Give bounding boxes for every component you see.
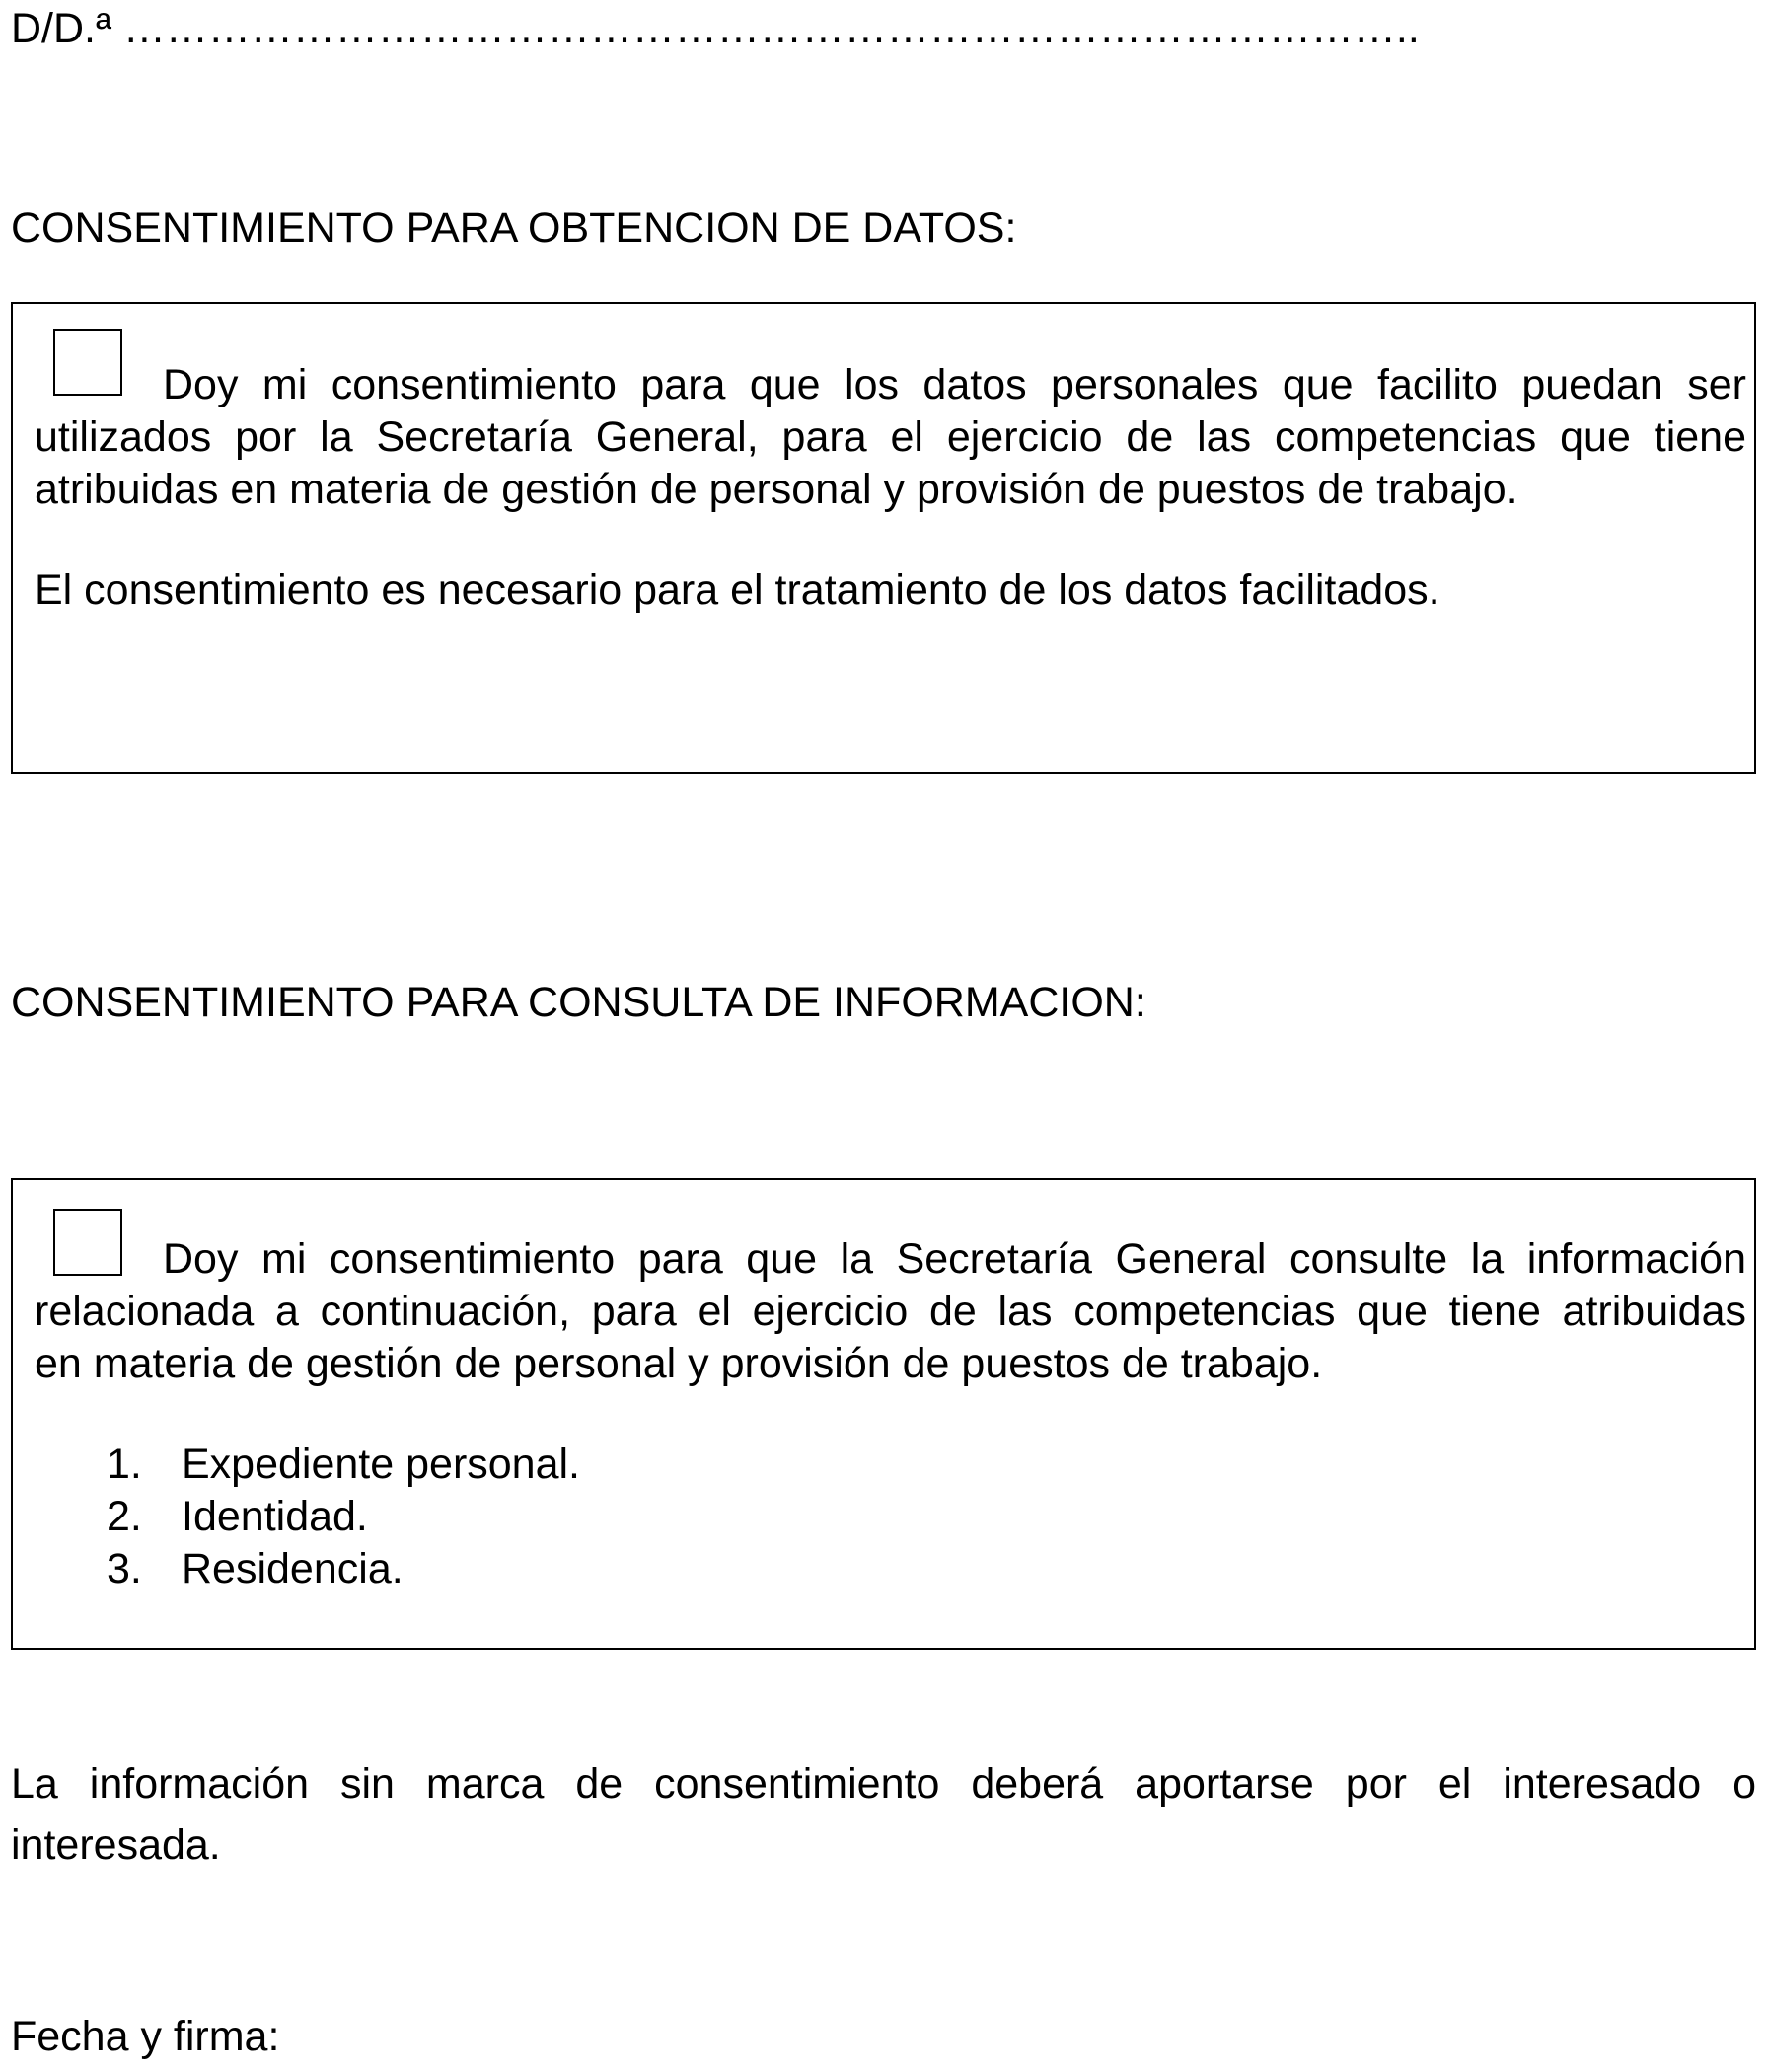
footer-note [11, 1753, 1756, 1876]
list-number: 1. [107, 1441, 142, 1488]
section-heading-consulta: CONSENTIMIENTO PARA CONSULTA DE INFORMACION: [11, 979, 1146, 1026]
consent-line: atribuidas en materia de gestión de personal y provisión de puestos de trabajo. [35, 466, 1518, 513]
consent-text-obtencion [35, 359, 1746, 516]
section-heading-obtencion: CONSENTIMIENTO PARA OBTENCION DE DATOS: [11, 204, 1017, 252]
consent-line: relacionada a continuación, para el ejercicio de las competencias que tiene atribuidas [35, 1288, 1746, 1335]
list-text: Expediente personal. [182, 1441, 581, 1488]
consent-box-obtencion [11, 302, 1756, 774]
consent-line: Doy mi consentimiento para que los datos personales que facilito puedan ser [163, 361, 1746, 408]
consent-line: Doy mi consentimiento para que la Secretaría General consulte la información [163, 1235, 1746, 1283]
consent-line: en materia de gestión de personal y provisión de puestos de trabajo. [35, 1340, 1323, 1387]
footer-note-line: interesada. [11, 1821, 221, 1869]
signature-label: Fecha y firma: [11, 2013, 280, 2060]
name-line[interactable] [11, 3, 1420, 55]
name-label: D/D.ª [11, 5, 111, 52]
footer-note-line: La información sin marca de consentimiento deberá aportarse por el interesado o [11, 1760, 1756, 1808]
name-dots: ……………………………………………………………………………….. [122, 5, 1420, 52]
consent-line: utilizados por la Secretaría General, para el ejercicio de las competencias que tiene [35, 413, 1746, 461]
list-text: Residencia. [182, 1545, 404, 1592]
list-text: Identidad. [182, 1493, 368, 1540]
consent-note: El consentimiento es necesario para el tratamiento de los datos facilitados. [35, 566, 1440, 614]
consent-box-consulta [11, 1178, 1756, 1650]
list-number: 3. [107, 1545, 142, 1592]
consent-text-consulta [35, 1233, 1746, 1390]
list-number: 2. [107, 1493, 142, 1540]
